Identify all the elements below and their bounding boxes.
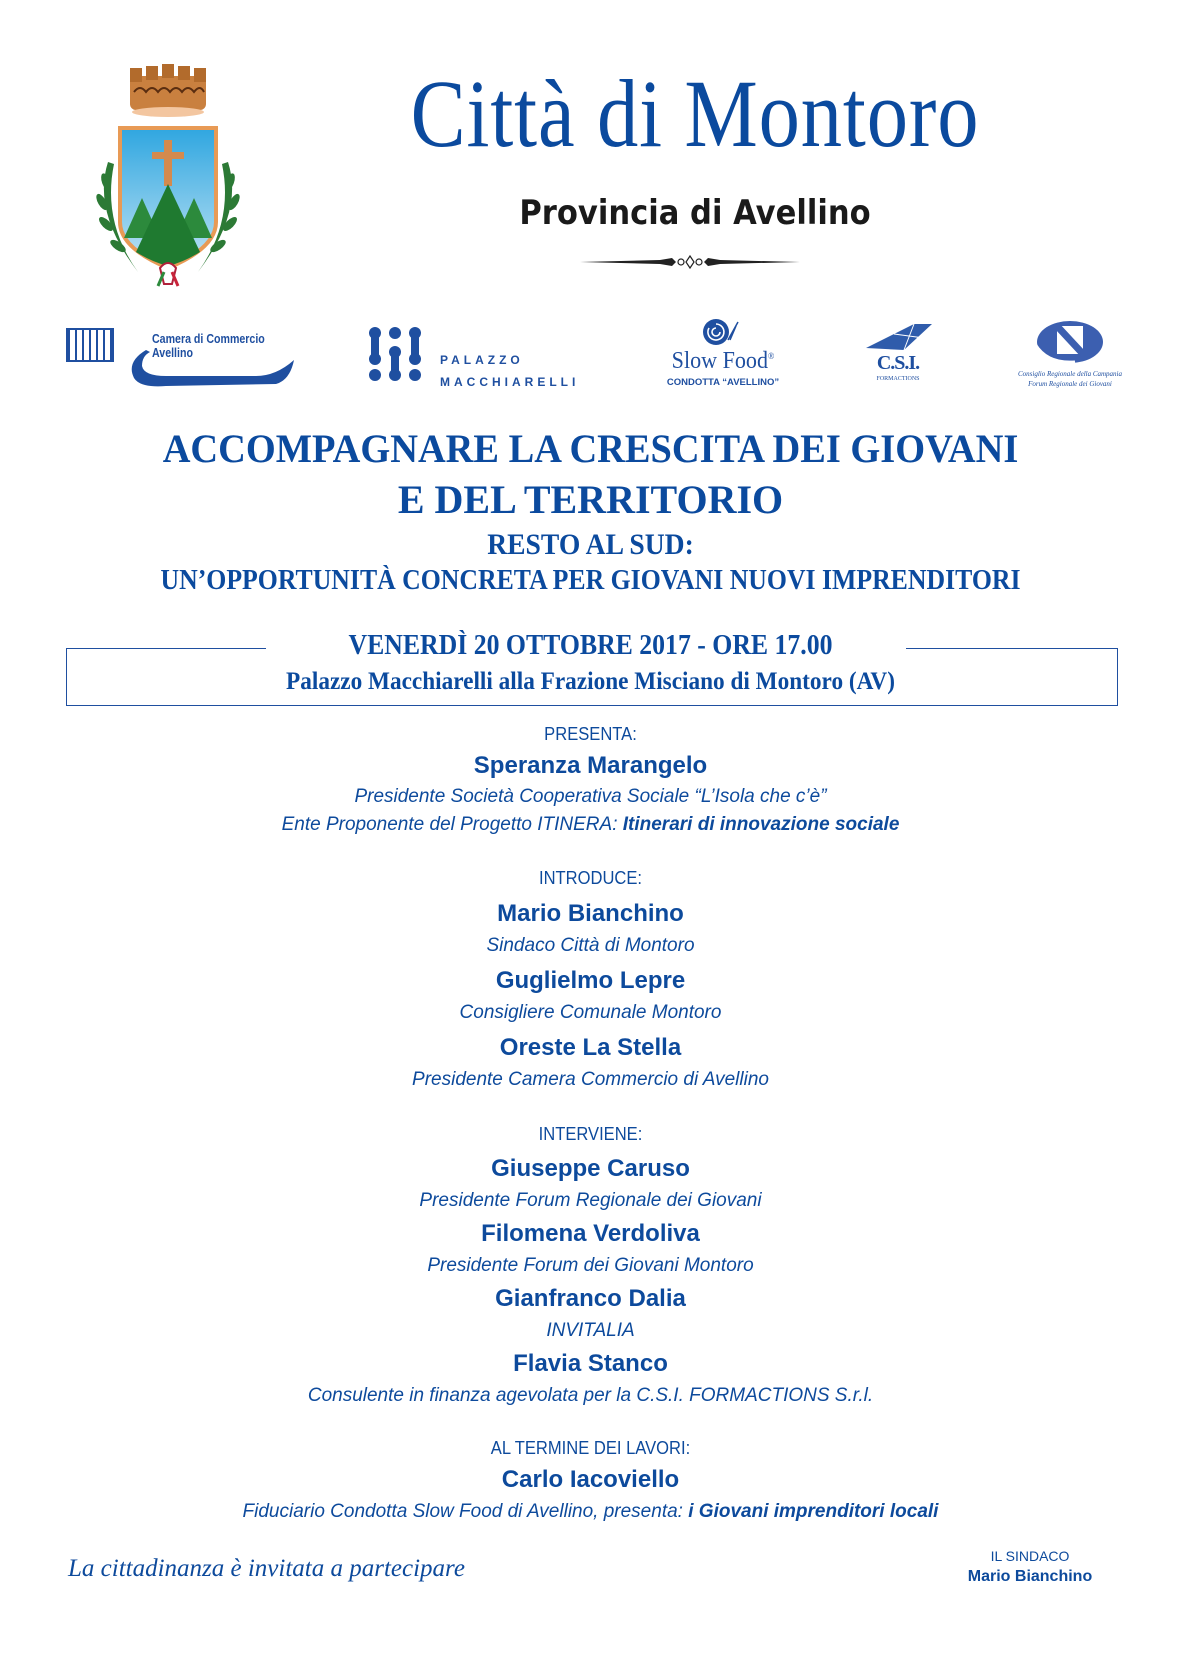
speaker-role-highlight: i Giovani imprenditori locali bbox=[688, 1501, 939, 1522]
section-label-interviene: INTERVIENE: bbox=[538, 1124, 643, 1144]
speaker-name: Guglielmo Lepre bbox=[495, 967, 686, 994]
city-title: Città di Montoro bbox=[410, 60, 980, 167]
palazzo-logo-line2: MACCHIARELLI bbox=[440, 375, 580, 389]
logo-csi-formactions bbox=[858, 322, 938, 392]
speaker-role bbox=[0, 1501, 1181, 1523]
snail-icon bbox=[700, 318, 740, 348]
speaker-role: Presidente Forum Regionale dei Giovani bbox=[419, 1190, 762, 1211]
province-subtitle: Provincia di Avellino bbox=[519, 193, 871, 233]
project-line bbox=[0, 814, 1181, 836]
project-line-title: Itinerari di innovazione sociale bbox=[622, 814, 900, 835]
building-icon bbox=[66, 328, 114, 362]
consiglio-logo-line2: Forum Regionale dei Giovani bbox=[1028, 380, 1112, 388]
speaker-name: Speranza Marangelo bbox=[473, 752, 708, 779]
dots-pattern-icon bbox=[368, 326, 422, 382]
speaker-role: Consigliere Comunale Montoro bbox=[459, 1002, 722, 1023]
speaker-name: Mario Bianchino bbox=[497, 900, 684, 927]
event-date-time: VENERDÌ 20 OTTOBRE 2017 - ORE 17.00 bbox=[348, 630, 833, 661]
headline-line-1: ACCOMPAGNARE LA CRESCITA DEI GIOVANI bbox=[162, 426, 1019, 471]
logo-camera-di-commercio bbox=[66, 322, 296, 388]
logo-consiglio-regionale bbox=[1000, 320, 1140, 392]
speaker-name: Carlo Iacoviello bbox=[501, 1466, 680, 1493]
section-label-al-termine: AL TERMINE DEI LAVORI: bbox=[490, 1438, 691, 1458]
logo-slow-food bbox=[648, 318, 798, 394]
slowfood-logo-subtitle: CONDOTTA “AVELLINO” bbox=[666, 377, 780, 388]
speaker-role: Consulente in finanza agevolata per la C.S.I. FORMACTIONS S.r.l. bbox=[307, 1385, 874, 1406]
slowfood-logo-name: Slow Food bbox=[671, 348, 769, 374]
logo-palazzo-macchiarelli bbox=[368, 326, 588, 389]
ribbon-icon bbox=[158, 263, 178, 286]
csi-logo-subtitle: FORMACTIONS bbox=[876, 376, 920, 382]
speaker-role: INVITALIA bbox=[546, 1320, 635, 1341]
palazzo-logo-line1: PALAZZO bbox=[440, 353, 524, 367]
crown-icon bbox=[130, 64, 206, 117]
speaker-name: Flavia Stanco bbox=[513, 1350, 668, 1377]
section-label-presenta: PRESENTA: bbox=[544, 724, 637, 744]
subheadline-line-1: RESTO AL SUD: bbox=[487, 528, 694, 561]
speaker-role: Presidente Forum dei Giovani Montoro bbox=[427, 1255, 754, 1276]
subheadline-line-2: UN’OPPORTUNITÀ CONCRETA PER GIOVANI NUOVI IMPRENDITORI bbox=[160, 565, 1021, 596]
invitation-text: La cittadinanza è invitata a partecipare bbox=[68, 1555, 465, 1582]
speaker-role: Sindaco Città di Montoro bbox=[486, 935, 695, 956]
shield-icon bbox=[120, 128, 216, 268]
ornament-divider-icon bbox=[580, 254, 800, 270]
event-venue: Palazzo Macchiarelli alla Frazione Misciano di Montoro (AV) bbox=[286, 668, 895, 695]
speaker-role: Presidente Società Cooperativa Sociale “L’Isola che c’è” bbox=[354, 786, 827, 807]
speaker-name: Oreste La Stella bbox=[499, 1034, 682, 1061]
camera-logo-line2: Avellino bbox=[152, 346, 193, 360]
campania-emblem-icon bbox=[1035, 320, 1105, 368]
speaker-role-prefix: Fiduciario Condotta Slow Food di Avellino, presenta: bbox=[242, 1501, 689, 1522]
speaker-role: Presidente Camera Commercio di Avellino bbox=[412, 1069, 769, 1090]
registered-mark: ® bbox=[768, 351, 775, 361]
city-coat-of-arms bbox=[78, 62, 258, 288]
speaker-name: Giuseppe Caruso bbox=[491, 1155, 690, 1182]
csi-logo-name: C.S.I. bbox=[876, 352, 920, 374]
project-line-prefix: Ente Proponente del Progetto ITINERA: bbox=[281, 814, 623, 835]
consiglio-logo-line1: Consiglio Regionale della Campania bbox=[1017, 370, 1123, 378]
speaker-name: Gianfranco Dalia bbox=[495, 1285, 686, 1312]
camera-logo-line1: Camera di Commercio bbox=[152, 332, 265, 346]
signature-name: Mario Bianchino bbox=[967, 1568, 1093, 1585]
kite-icon bbox=[864, 322, 934, 352]
signature-label: IL SINDACO bbox=[990, 1548, 1070, 1564]
section-label-introduce: INTRODUCE: bbox=[538, 868, 643, 888]
headline-line-2: E DEL TERRITORIO bbox=[397, 477, 784, 522]
speaker-name: Filomena Verdoliva bbox=[481, 1220, 700, 1247]
